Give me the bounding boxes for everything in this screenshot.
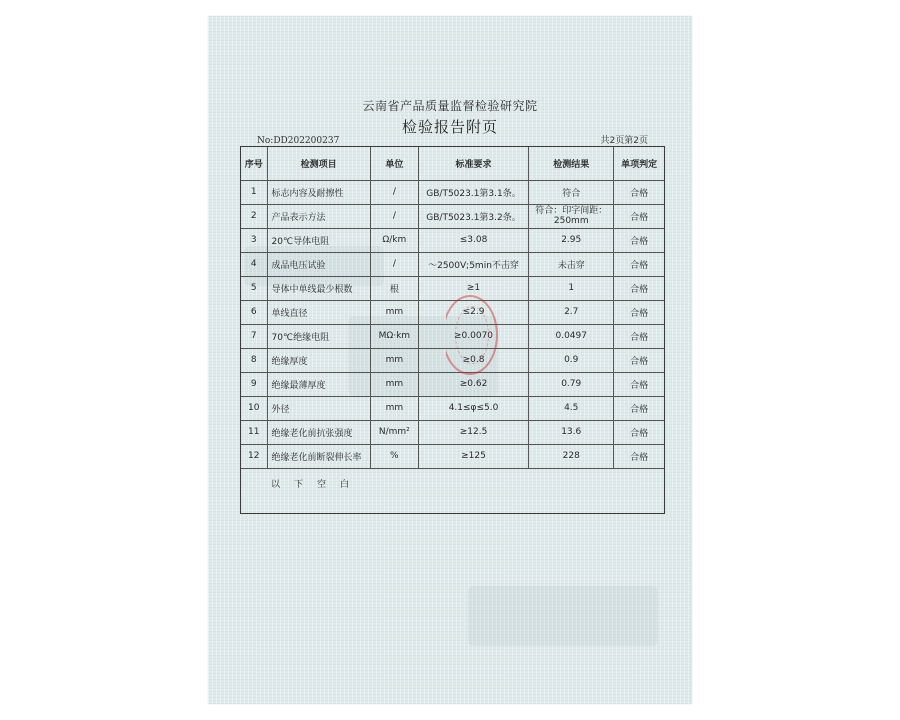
row-result: 1: [529, 276, 614, 300]
row-no: 10: [241, 396, 267, 420]
row-unit: N/mm²: [370, 420, 418, 444]
row-item: 20℃导体电阻: [267, 228, 370, 252]
header-item: 检测项目: [267, 147, 370, 180]
row-requirement: ～2500V;5min不击穿: [418, 252, 528, 276]
row-requirement: GB/T5023.1第3.2条。: [418, 204, 528, 228]
row-result: 2.95: [529, 228, 614, 252]
row-requirement: ≤2.9: [418, 300, 528, 324]
table-row: [241, 204, 664, 228]
row-result: 0.79: [529, 372, 614, 396]
document-title: 检验报告附页: [401, 118, 498, 136]
blank-note: 以下空白: [241, 468, 664, 499]
blank-row: [241, 468, 664, 499]
row-item: 标志内容及耐擦性: [267, 180, 370, 204]
row-result: 未击穿: [529, 252, 614, 276]
row-unit: /: [370, 204, 418, 228]
row-unit: /: [370, 252, 418, 276]
row-unit: MΩ·km: [370, 324, 418, 348]
page-indicator: 共2页第2页: [600, 136, 648, 146]
row-unit: mm: [370, 348, 418, 372]
official-seal-inner-ring: [455, 306, 489, 364]
row-verdict: 合格: [614, 180, 664, 204]
row-unit: 根: [370, 276, 418, 300]
row-item: 单线直径: [267, 300, 370, 324]
row-item: 产品表示方法: [267, 204, 370, 228]
row-no: 1: [241, 180, 267, 204]
table-row: [241, 252, 664, 276]
row-item: 绝缘老化前断裂伸长率: [267, 444, 370, 468]
header-no: 序号: [241, 147, 267, 180]
row-verdict: 合格: [614, 252, 664, 276]
row-result: 符合：印字间距：250mm: [529, 204, 614, 228]
row-unit: mm: [370, 396, 418, 420]
row-result: 2.7: [529, 300, 614, 324]
row-result: 4.5: [529, 396, 614, 420]
row-verdict: 合格: [614, 420, 664, 444]
row-result: 0.9: [529, 348, 614, 372]
row-no: 8: [241, 348, 267, 372]
row-no: 11: [241, 420, 267, 444]
row-no: 12: [241, 444, 267, 468]
row-unit: mm: [370, 372, 418, 396]
row-no: 5: [241, 276, 267, 300]
row-requirement: ≥0.0070: [418, 324, 528, 348]
row-item: 成品电压试验: [267, 252, 370, 276]
row-unit: mm: [370, 300, 418, 324]
row-verdict: 合格: [614, 348, 664, 372]
row-verdict: 合格: [614, 300, 664, 324]
institution-name: 云南省产品质量监督检验研究院: [362, 99, 538, 113]
row-result: 符合: [529, 180, 614, 204]
header-unit: 单位: [370, 147, 418, 180]
header-result: 检测结果: [529, 147, 614, 180]
row-unit: /: [370, 180, 418, 204]
row-verdict: 合格: [614, 396, 664, 420]
row-no: 2: [241, 204, 267, 228]
table-row: [241, 396, 664, 420]
row-item: 外径: [267, 396, 370, 420]
row-result: 228: [529, 444, 614, 468]
row-unit: %: [370, 444, 418, 468]
row-requirement: ≥0.62: [418, 372, 528, 396]
row-no: 7: [241, 324, 267, 348]
header-verdict: 单项判定: [614, 147, 664, 180]
row-no: 3: [241, 228, 267, 252]
row-result: 13.6: [529, 420, 614, 444]
background-watermark: [468, 586, 658, 646]
row-verdict: 合格: [614, 372, 664, 396]
table-row: [241, 444, 664, 468]
row-requirement: ≥125: [418, 444, 528, 468]
header-requirement: 标准要求: [418, 147, 528, 180]
table-row: [241, 228, 664, 252]
row-verdict: 合格: [614, 444, 664, 468]
table-row: [241, 420, 664, 444]
row-verdict: 合格: [614, 324, 664, 348]
row-requirement: ≥1: [418, 276, 528, 300]
row-item: 导体中单线最少根数: [267, 276, 370, 300]
row-requirement: ≤3.08: [418, 228, 528, 252]
table-row: [241, 372, 664, 396]
row-verdict: 合格: [614, 276, 664, 300]
row-requirement: GB/T5023.1第3.1条。: [418, 180, 528, 204]
row-requirement: 4.1≤φ≤5.0: [418, 396, 528, 420]
row-item: 70℃绝缘电阻: [267, 324, 370, 348]
table-row: [241, 276, 664, 300]
table-header-row: [241, 147, 664, 180]
row-requirement: ≥0.8: [418, 348, 528, 372]
row-result: 0.0497: [529, 324, 614, 348]
row-requirement: ≥12.5: [418, 420, 528, 444]
row-no: 4: [241, 252, 267, 276]
row-item: 绝缘老化前抗张强度: [267, 420, 370, 444]
row-item: 绝缘厚度: [267, 348, 370, 372]
row-no: 9: [241, 372, 267, 396]
row-verdict: 合格: [614, 204, 664, 228]
row-verdict: 合格: [614, 228, 664, 252]
row-no: 6: [241, 300, 267, 324]
row-item: 绝缘最薄厚度: [267, 372, 370, 396]
row-unit: Ω/km: [370, 228, 418, 252]
report-number: No:DD202200237: [257, 136, 340, 146]
table-row: [241, 180, 664, 204]
